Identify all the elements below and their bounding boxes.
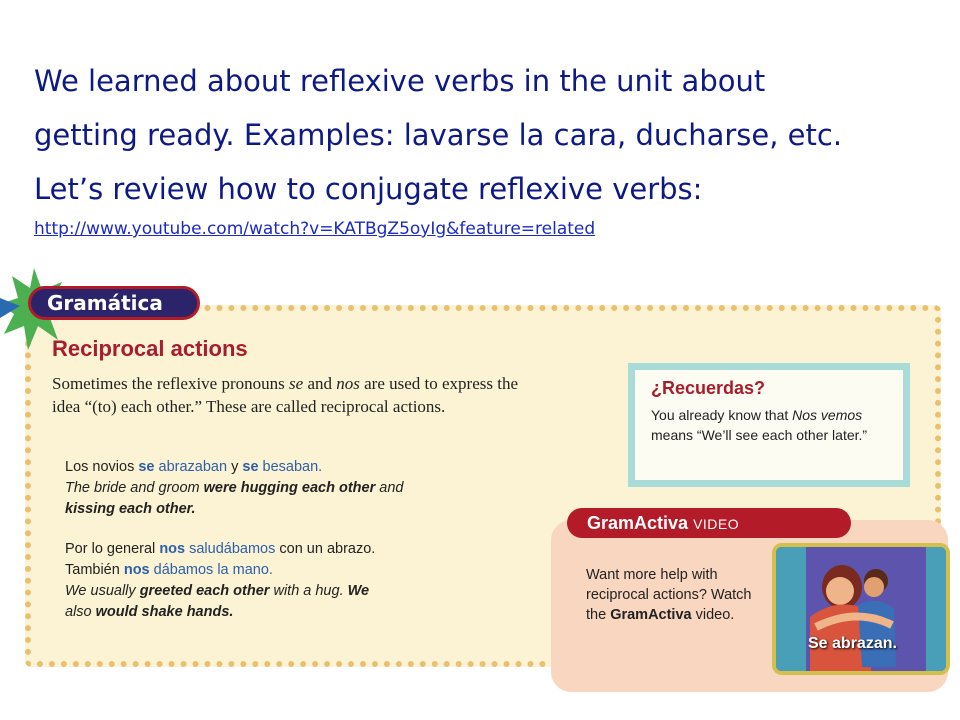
video-thumbnail[interactable] [772, 543, 950, 675]
english-text: also [65, 604, 96, 620]
recuerdas-text: means “We’ll see each other later.” [651, 427, 868, 443]
ga-bold: GramActiva [610, 607, 692, 623]
recuerdas-box [628, 363, 910, 487]
english-bold: greeted each other [139, 583, 270, 599]
example-1 [65, 457, 525, 520]
spanish-text: y [227, 459, 243, 475]
intro-text: are used to express the idea “(to) each other.” These are called reciprocal actions. [52, 374, 518, 416]
spanish-text: También [65, 562, 124, 578]
english-text: We usually [65, 583, 140, 599]
example-2-spanish-1 [65, 539, 525, 560]
gramactiva-text [586, 565, 766, 625]
english-bold: would shake hands. [95, 604, 234, 620]
nos-word: nos [336, 374, 360, 393]
intro-line-1: We learned about reflexive verbs in the unit about [34, 64, 766, 98]
example-2-english-1 [65, 581, 525, 602]
gramactiva-banner [567, 508, 851, 538]
english-bold: We [347, 583, 370, 599]
intro-line-2: getting ready. Examples: lavarse la cara, ducharse, etc. [34, 118, 843, 152]
pronoun-nos: nos [123, 562, 150, 578]
english-bold: were hugging each other [203, 480, 376, 496]
intro-line-3: Let’s review how to conjugate reflexive verbs: [34, 172, 703, 206]
section-title: Reciprocal actions [52, 336, 248, 361]
youtube-link[interactable]: http://www.youtube.com/watch?v=KATBgZ5oyIg&feature=related [34, 219, 596, 239]
verb: abrazaban [154, 459, 228, 475]
example-1-english [65, 478, 525, 499]
english-text: with a hug. [269, 583, 348, 599]
verb: dábamos la mano. [149, 562, 273, 578]
example-2-spanish-2 [65, 560, 525, 581]
pronoun-nos: nos [159, 541, 186, 557]
english-bold: kissing each other. [65, 501, 196, 517]
english-text: and [375, 480, 404, 496]
section-intro [52, 372, 522, 418]
spanish-text: Por lo general [65, 541, 160, 557]
se-word: se [289, 374, 304, 393]
recuerdas-text: You already know that [651, 407, 793, 423]
verb: besaban. [258, 459, 323, 475]
pronoun-se: se [138, 459, 155, 475]
video-caption: Se abrazan. [808, 635, 897, 652]
english-text: The bride and groom [65, 480, 204, 496]
recuerdas-heading: ¿Recuerdas? [651, 378, 766, 398]
gramatica-banner: Gramática [28, 286, 200, 320]
gramactiva-name: GramActiva [587, 513, 689, 533]
intro-text: Sometimes the reflexive pronouns [52, 374, 290, 393]
cartoon-hug-image [776, 547, 950, 675]
spanish-text: con un abrazo. [275, 541, 376, 557]
recuerdas-italic: Nos vemos [792, 407, 863, 423]
intro-block [34, 54, 934, 239]
intro-text: and [303, 374, 337, 393]
ga-body: Want more help with reciprocal actions? Watch the [586, 567, 752, 623]
example-1-english-2 [65, 499, 525, 520]
ga-body: video. [691, 607, 735, 623]
example-2 [65, 539, 525, 623]
video-label: VIDEO [693, 516, 740, 532]
spanish-text: Los novios [65, 459, 139, 475]
example-2-english-2 [65, 602, 525, 623]
recuerdas-body [651, 405, 891, 445]
pronoun-se: se [242, 459, 259, 475]
verb: saludábamos [185, 541, 276, 557]
example-1-spanish [65, 457, 525, 478]
